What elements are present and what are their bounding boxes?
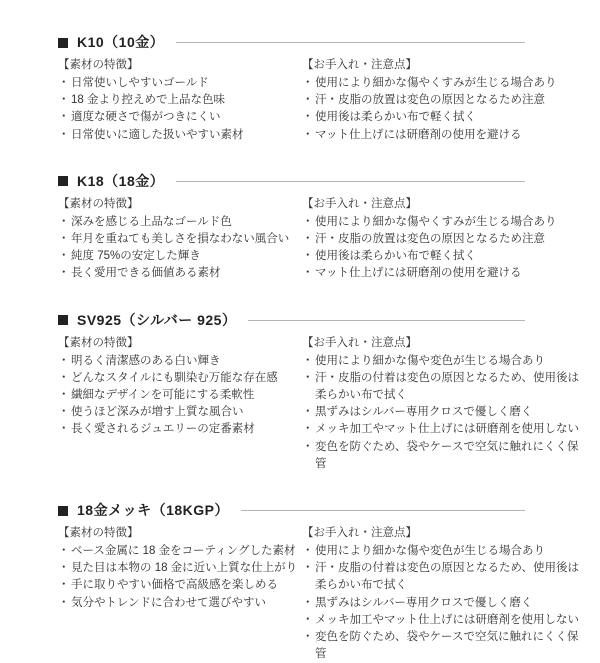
- list-item: [58, 387, 302, 404]
- bullet-icon: ・: [58, 562, 70, 575]
- features-label: 【素材の特徴】: [58, 336, 139, 349]
- list-item: [302, 109, 580, 126]
- list-item: [58, 265, 302, 282]
- features-column: [58, 335, 302, 473]
- list-item: [58, 231, 302, 248]
- square-bullet-icon: [58, 38, 68, 48]
- list-item: [302, 421, 580, 438]
- care-column: [302, 57, 580, 144]
- list-item-text: 気分やトレンドに合わせて選びやすい: [71, 596, 266, 609]
- features-list: [58, 75, 302, 144]
- list-item: [58, 214, 302, 231]
- care-label: 【お手入れ・注意点】: [302, 197, 417, 210]
- list-item-text: 使用により細かな傷や変色が生じる場合あり: [315, 545, 545, 558]
- features-column: [58, 57, 302, 144]
- list-item: [58, 75, 302, 92]
- bullet-icon: ・: [302, 77, 314, 89]
- list-item: [302, 543, 580, 560]
- list-item: [302, 75, 580, 92]
- list-item-text: 18 金より控えめで上品な色味: [71, 94, 225, 107]
- care-column: [302, 335, 580, 473]
- list-item-text: 使うほど深みが増す上質な風合い: [71, 406, 244, 419]
- section-18kgp: [58, 501, 580, 663]
- list-item-text: 長く愛用できる価値ある素材: [71, 267, 221, 280]
- list-item-text: マット仕上げには研磨剤の使用を避ける: [315, 128, 522, 141]
- list-item-text: 長く愛されるジュエリーの定番素材: [71, 423, 255, 436]
- bullet-icon: ・: [302, 250, 314, 263]
- section-k18: [58, 172, 580, 283]
- list-item-text: メッキ加工やマット仕上げには研磨剤を使用しない: [315, 423, 580, 436]
- list-item: [302, 92, 580, 109]
- list-item-text: 汗・皮脂の付着は変色の原因となるため、使用後は柔らかい布で拭く: [315, 562, 580, 592]
- list-item-text: 変色を防ぐため、袋やケースで空気に触れにくく保管: [315, 631, 579, 661]
- square-bullet-icon: [58, 176, 68, 186]
- features-column: [58, 525, 302, 663]
- list-item-text: 純度 75%の安定した輝き: [71, 250, 201, 263]
- list-item-text: 変色を防ぐため、袋やケースで空気に触れにくく保管: [315, 440, 579, 470]
- list-item: [302, 629, 580, 663]
- bullet-icon: ・: [302, 613, 314, 626]
- care-label: 【お手入れ・注意点】: [302, 527, 417, 540]
- list-item-text: 黒ずみはシルバー専用クロスで優しく磨く: [315, 596, 533, 609]
- bullet-icon: ・: [58, 94, 70, 107]
- bullet-icon: ・: [302, 545, 314, 558]
- bullet-icon: ・: [58, 596, 70, 609]
- section-k10: [58, 33, 580, 144]
- list-item: [302, 353, 580, 370]
- bullet-icon: ・: [302, 631, 314, 644]
- list-item: [58, 353, 302, 370]
- bullet-icon: ・: [58, 371, 70, 384]
- care-list: [302, 353, 580, 473]
- list-item: [58, 404, 302, 421]
- care-list: [302, 214, 580, 283]
- list-item: [58, 421, 302, 438]
- heading-divider-line: [176, 42, 525, 43]
- bullet-icon: ・: [302, 423, 314, 436]
- section-title: K10（10金）: [77, 34, 165, 50]
- heading-divider-line: [248, 320, 525, 321]
- bullet-icon: ・: [58, 128, 70, 141]
- bullet-icon: ・: [58, 250, 70, 263]
- care-label: 【お手入れ・注意点】: [302, 59, 417, 71]
- features-label: 【素材の特徴】: [58, 527, 139, 540]
- bullet-icon: ・: [58, 354, 70, 367]
- bullet-icon: ・: [302, 562, 314, 575]
- bullet-icon: ・: [302, 406, 314, 419]
- section-columns: [58, 196, 580, 283]
- features-label: 【素材の特徴】: [58, 59, 139, 71]
- list-item: [302, 127, 580, 144]
- list-item-text: どんなスタイルにも馴染む万能な存在感: [71, 371, 278, 384]
- care-list: [302, 75, 580, 144]
- section-heading: [58, 172, 580, 191]
- bullet-icon: ・: [58, 579, 70, 592]
- section-title: SV925（シルバー 925）: [77, 311, 237, 328]
- list-item-text: 繊細なデザインを可能にする柔軟性: [71, 389, 255, 402]
- list-item: [302, 439, 580, 473]
- list-item-text: 日常使いに適した扱いやすい素材: [71, 128, 244, 141]
- features-column: [58, 196, 302, 283]
- square-bullet-icon: [58, 506, 68, 516]
- bullet-icon: ・: [58, 111, 70, 124]
- section-columns: [58, 525, 580, 663]
- bullet-icon: ・: [302, 233, 314, 246]
- list-item-text: 汗・皮脂の付着は変色の原因となるため、使用後は柔らかい布で拭く: [315, 371, 580, 402]
- features-label: 【素材の特徴】: [58, 197, 139, 210]
- bullet-icon: ・: [58, 406, 70, 419]
- list-item-text: 使用後は柔らかい布で軽く拭く: [315, 111, 476, 124]
- list-item-text: 汗・皮脂の放置は変色の原因となるため注意: [315, 94, 545, 107]
- list-item: [58, 109, 302, 126]
- heading-divider-line: [241, 510, 525, 511]
- list-item: [302, 265, 580, 282]
- list-item: [58, 560, 302, 577]
- care-label: 【お手入れ・注意点】: [302, 336, 417, 349]
- bullet-icon: ・: [58, 423, 70, 436]
- list-item-text: 使用により細かな傷や変色が生じる場合あり: [315, 354, 545, 367]
- bullet-icon: ・: [302, 215, 314, 228]
- list-item-text: 年月を重ねても美しさを損なわない風合い: [71, 233, 290, 246]
- section-sv925: [58, 311, 580, 473]
- bullet-icon: ・: [58, 215, 70, 228]
- care-column: [302, 196, 580, 283]
- square-bullet-icon: [58, 315, 68, 325]
- list-item-text: 使用により細かな傷やくすみが生じる場合あり: [315, 77, 557, 89]
- list-item-text: 使用により細かな傷やくすみが生じる場合あり: [315, 215, 557, 228]
- section-heading: [58, 501, 580, 520]
- list-item: [58, 577, 302, 594]
- list-item: [302, 214, 580, 231]
- bullet-icon: ・: [302, 111, 314, 124]
- list-item: [302, 404, 580, 421]
- list-item-text: 見た目は本物の 18 金に近い上質な仕上がり: [71, 562, 298, 575]
- bullet-icon: ・: [58, 267, 70, 280]
- list-item: [302, 560, 580, 594]
- list-item: [302, 231, 580, 248]
- list-item: [302, 612, 580, 629]
- list-item-text: 明るく清潔感のある白い輝き: [71, 354, 221, 367]
- list-item: [58, 543, 302, 560]
- bullet-icon: ・: [58, 545, 70, 558]
- section-title: 18金メッキ（18KGP）: [77, 502, 229, 519]
- bullet-icon: ・: [302, 440, 314, 453]
- features-list: [58, 543, 302, 612]
- list-item: [58, 127, 302, 144]
- list-item-text: 汗・皮脂の放置は変色の原因となるため注意: [315, 233, 545, 246]
- section-columns: [58, 335, 580, 473]
- section-columns: [58, 57, 580, 144]
- list-item: [58, 92, 302, 109]
- list-item: [58, 370, 302, 387]
- section-heading: [58, 311, 580, 330]
- list-item-text: マット仕上げには研磨剤の使用を避ける: [315, 267, 522, 280]
- list-item: [58, 248, 302, 265]
- bullet-icon: ・: [302, 596, 314, 609]
- features-list: [58, 353, 302, 439]
- list-item-text: 深みを感じる上品なゴールド色: [71, 215, 232, 228]
- care-list: [302, 543, 580, 663]
- care-column: [302, 525, 580, 663]
- list-item-text: 黒ずみはシルバー専用クロスで優しく磨く: [315, 406, 533, 419]
- list-item-text: メッキ加工やマット仕上げには研磨剤を使用しない: [315, 613, 580, 626]
- list-item-text: 手に取りやすい価格で高級感を楽しめる: [71, 579, 278, 592]
- list-item-text: ベース金属に 18 金をコーティングした素材: [71, 545, 296, 558]
- list-item: [58, 595, 302, 612]
- bullet-icon: ・: [58, 233, 70, 246]
- list-item-text: 日常使いしやすいゴールド: [71, 77, 209, 89]
- bullet-icon: ・: [302, 354, 314, 367]
- bullet-icon: ・: [302, 128, 314, 141]
- list-item-text: 適度な硬さで傷がつきにくい: [71, 111, 221, 124]
- bullet-icon: ・: [302, 371, 314, 384]
- list-item: [302, 370, 580, 404]
- list-item: [302, 248, 580, 265]
- features-list: [58, 214, 302, 283]
- list-item: [302, 595, 580, 612]
- bullet-icon: ・: [58, 389, 70, 402]
- bullet-icon: ・: [302, 267, 314, 280]
- bullet-icon: ・: [58, 77, 70, 89]
- section-heading: [58, 33, 580, 52]
- bullet-icon: ・: [302, 94, 314, 107]
- heading-divider-line: [176, 181, 525, 182]
- section-title: K18（18金）: [77, 172, 165, 189]
- list-item-text: 使用後は柔らかい布で軽く拭く: [315, 250, 476, 263]
